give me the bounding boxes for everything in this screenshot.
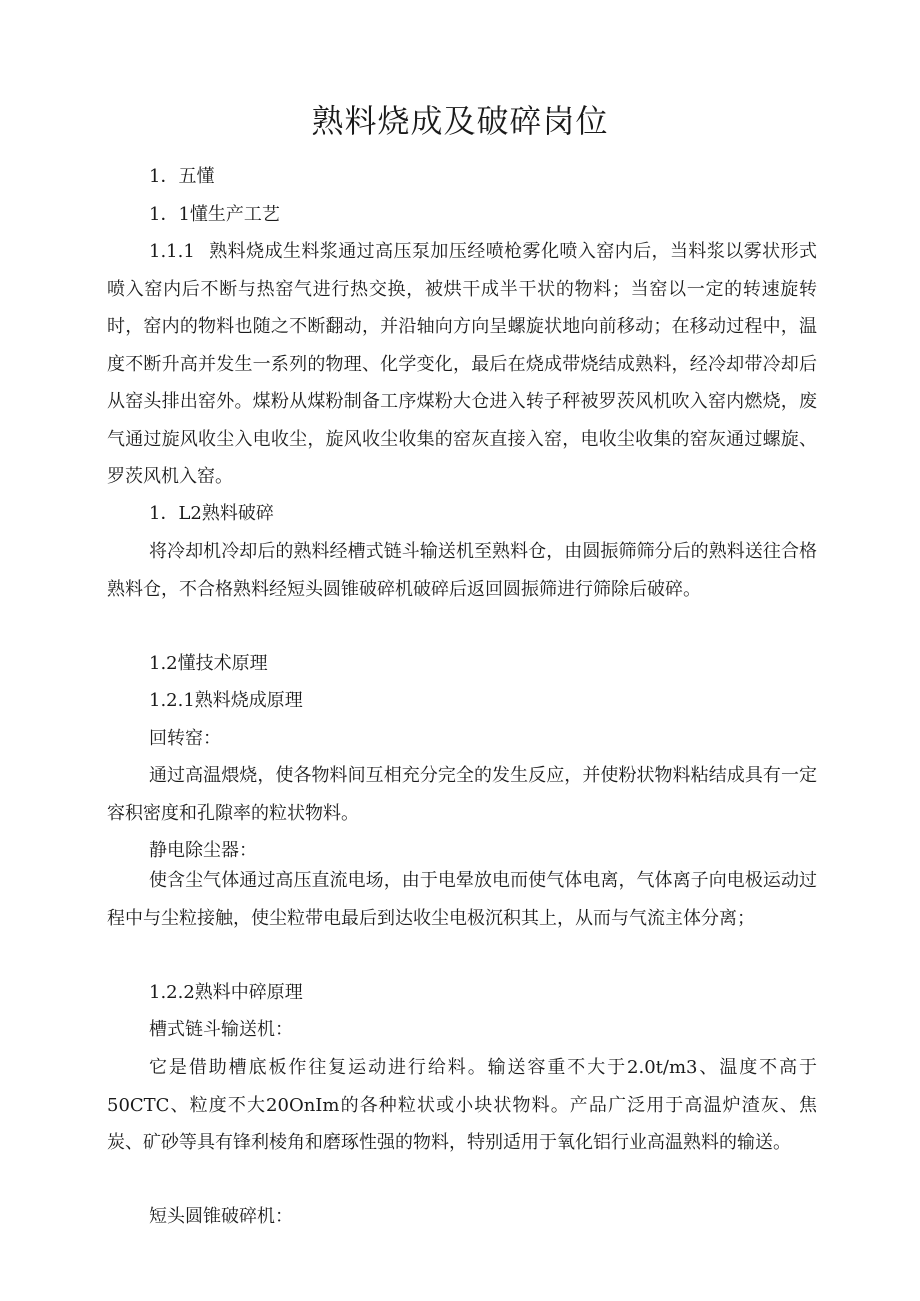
section-1-1-1-paragraph <box>107 233 817 496</box>
section-1-2-2-heading: 1.2.2熟料中碎原理 <box>149 982 303 1003</box>
document-title: 熟料烧成及破碎岗位 <box>311 102 609 140</box>
conveyor-paragraph: 它是借助槽底板作往复运动进行给料。输送容重不大于2.0t∕m3、温度不高于50CTC、粒度不大20OnIm的各种粒状或小块状物料。产品广泛用于高温炉渣灰、焦炭、矿砂等具有锋利棱角和磨琢性强的物料，特别适用于氧化铝行业高温熟料的输送。 <box>107 1057 817 1153</box>
section-1-2-heading: 1.2懂技术原理 <box>149 653 268 674</box>
rotary-kiln-label: 回转窑： <box>149 728 221 749</box>
esp-paragraph: 使含尘气体通过高压直流电场，由于电晕放电而使气体电离，气体离子向电极运动过程中与尘粒接触，使尘粒带电最后到达收尘电极沉积其上，从而与气流主体分离； <box>107 870 817 929</box>
rotary-kiln-paragraph: 通过高温煨烧，使各物料间互相充分完全的发生反应，并使粉状物料粘结成具有一定容积密度和孔隙率的粒状物料。 <box>107 765 817 824</box>
section-1-1-heading: 1．1懂生产工艺 <box>149 204 280 225</box>
section-1-heading: 1．五懂 <box>149 166 215 187</box>
esp-label: 静电除尘器： <box>149 840 257 861</box>
section-1-1-2-paragraph: 将冷却机冷却后的熟料经槽式链斗输送机至熟料仓，由圆振筛筛分后的熟料送往合格熟料仓，不合格熟料经短头圆锥破碎机破碎后返回圆振筛进行筛除后破碎。 <box>107 541 817 600</box>
section-1-1-1-text: 熟料烧成生料浆通过高压泵加压经喷枪雾化喷入窑内后，当料浆以雾状形式喷入窑内后不断与热窑气进行热交换，被烘干成半干状的物料；当窑以一定的转速旋转时，窑内的物料也随之不断翻动，并沿轴向方向呈螺旋状地向前移动；在移动过程中，温度不断升高并发生一系列的物理、化学变化，最后在烧成带烧结成熟料，经冷却带冷却后从窑头排出窑外。煤粉从煤粉制备工序煤粉大仓进入转子秤被罗茨风机吹入窑内燃烧，废气通过旋风收尘入电收尘，旋风收尘收集的窑灰直接入窑，电收尘收集的窑灰通过螺旋、罗茨风机入窑。 <box>107 241 817 487</box>
conveyor-label: 槽式链斗输送机： <box>149 1019 293 1040</box>
section-1-1-1-number: 1.1.1 <box>149 241 195 262</box>
crusher-label: 短头圆锥破碎机： <box>149 1206 293 1227</box>
section-1-1-2-heading: 1．L2熟料破碎 <box>149 503 274 524</box>
section-1-2-1-heading: 1.2.1熟料烧成原理 <box>149 690 303 711</box>
